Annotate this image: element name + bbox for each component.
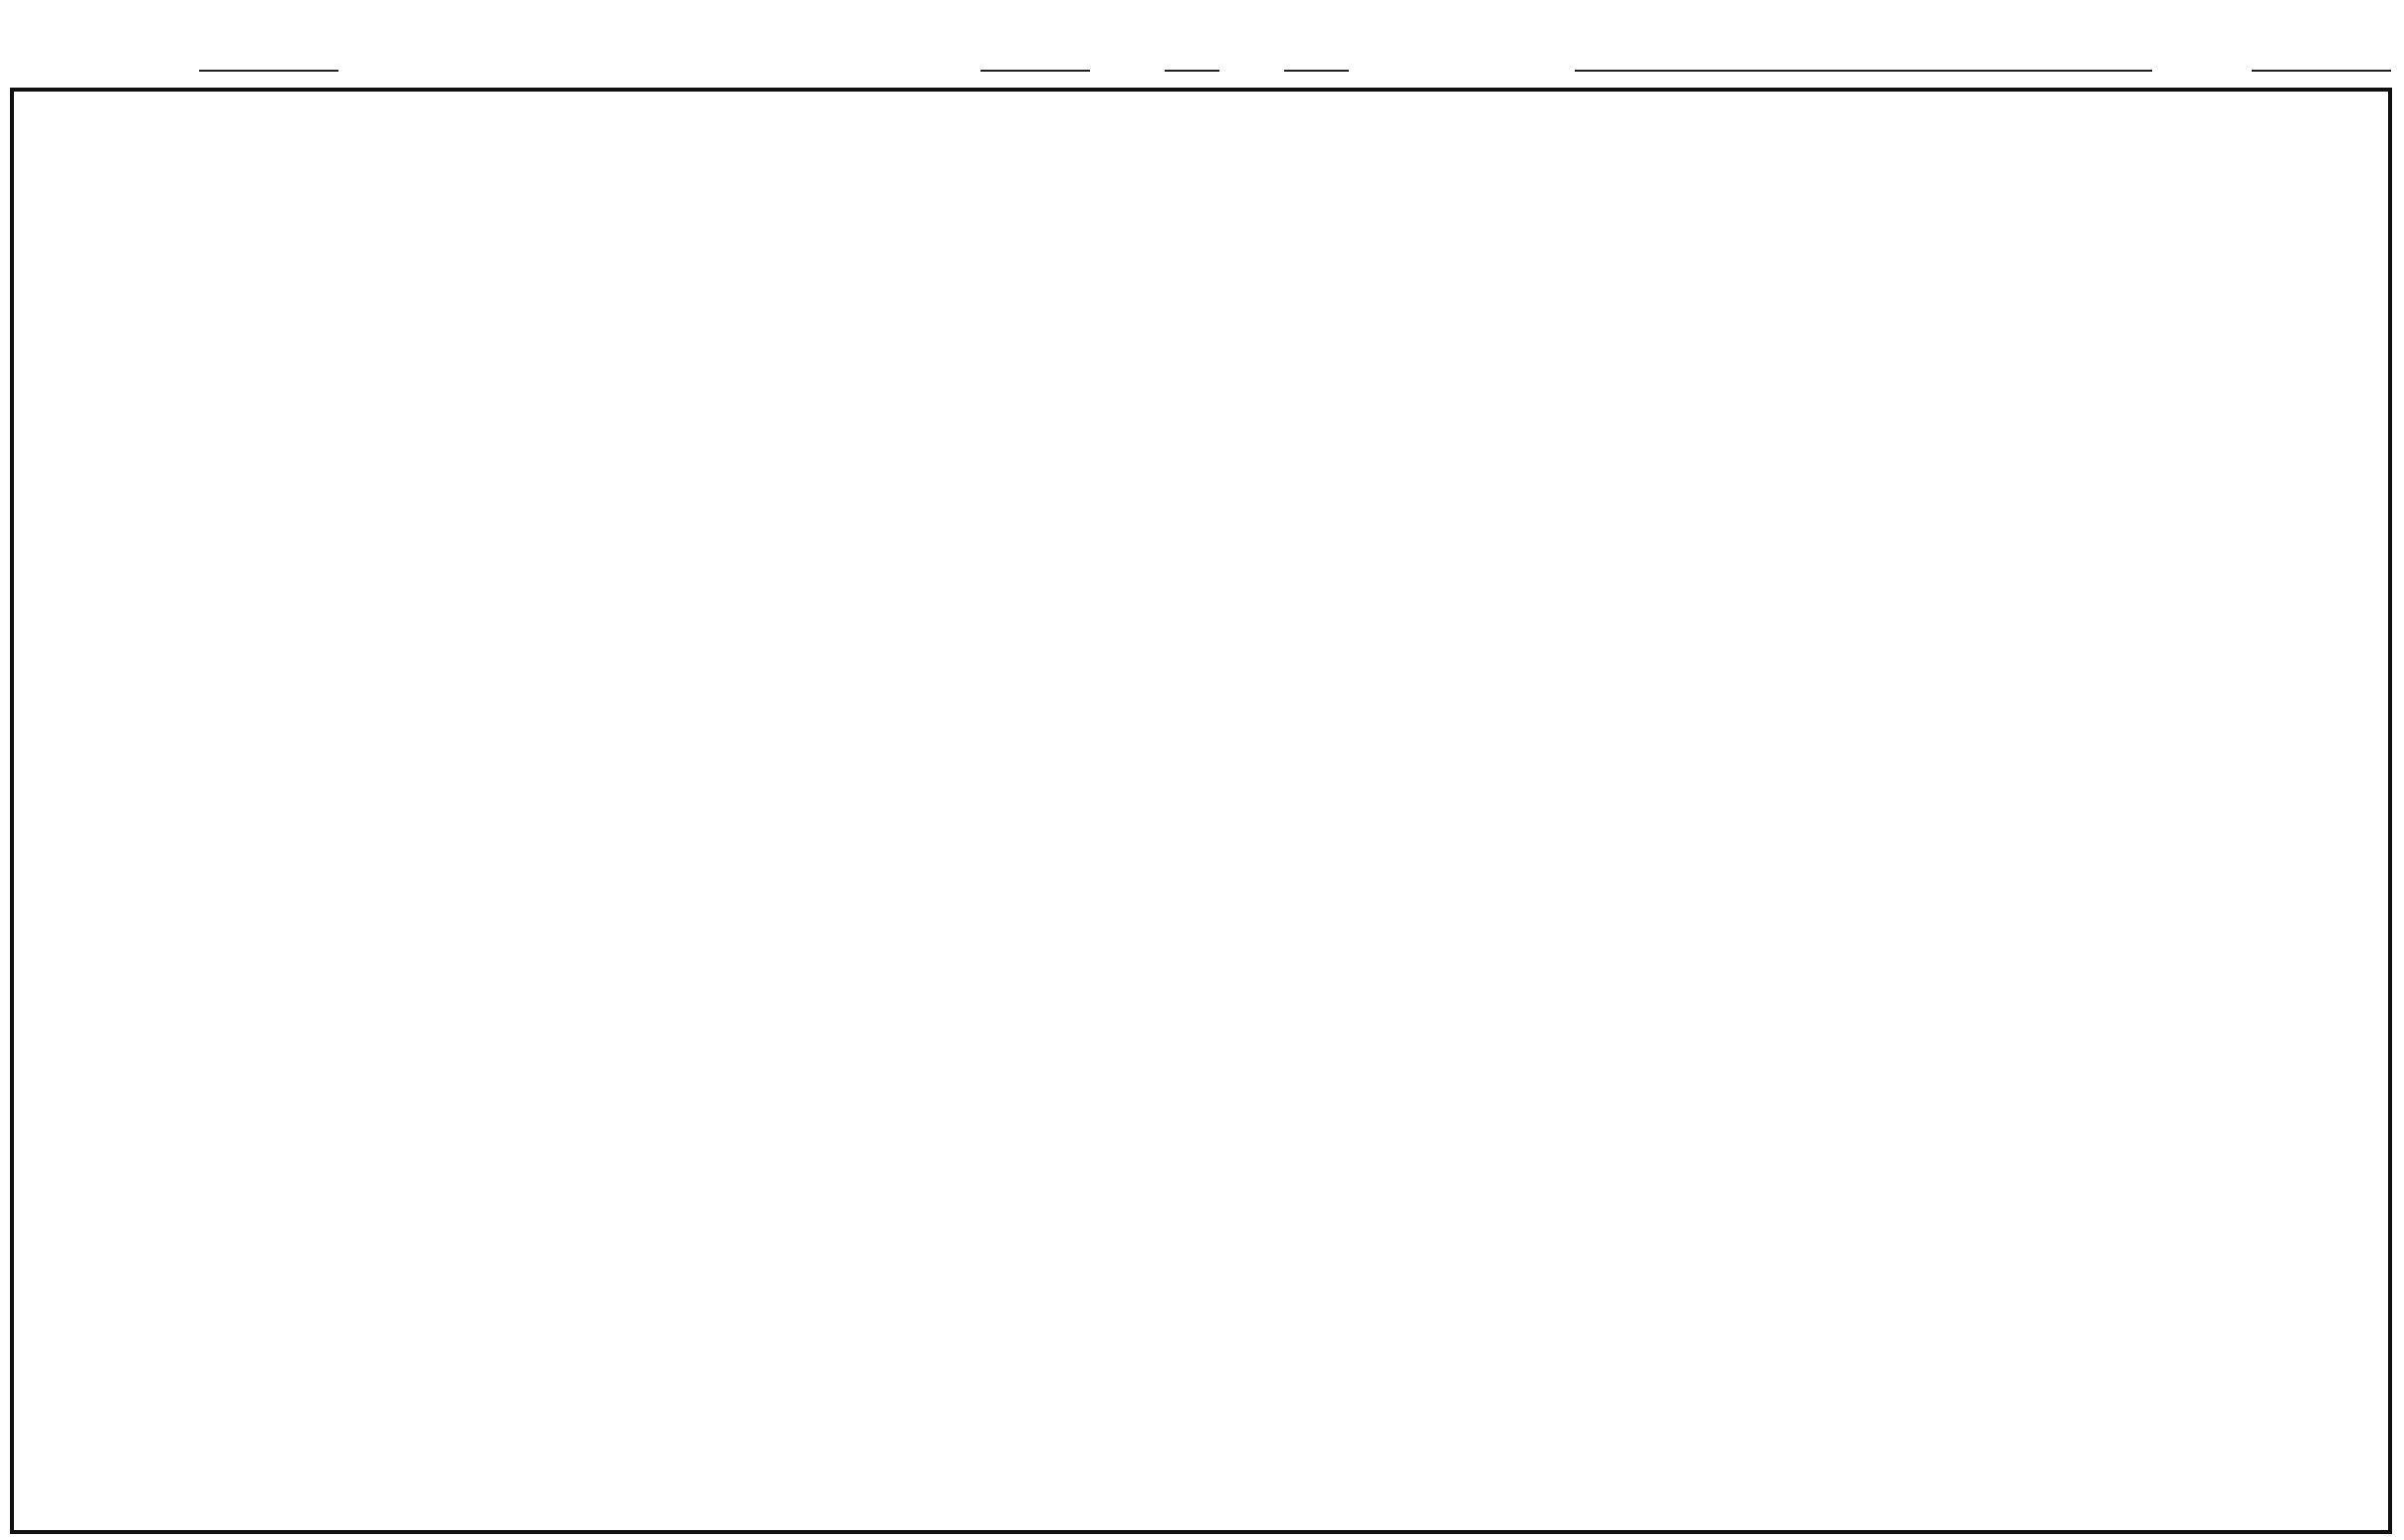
page-blank[interactable] [2252, 70, 2391, 72]
year-blank[interactable] [981, 70, 1090, 72]
station-blank[interactable] [199, 70, 338, 72]
form-header [0, 0, 2404, 90]
data-table [10, 88, 2392, 1534]
day-blank[interactable] [1284, 70, 1349, 72]
reporting-unit-blank[interactable] [1575, 70, 2152, 72]
month-blank[interactable] [1165, 70, 1219, 72]
